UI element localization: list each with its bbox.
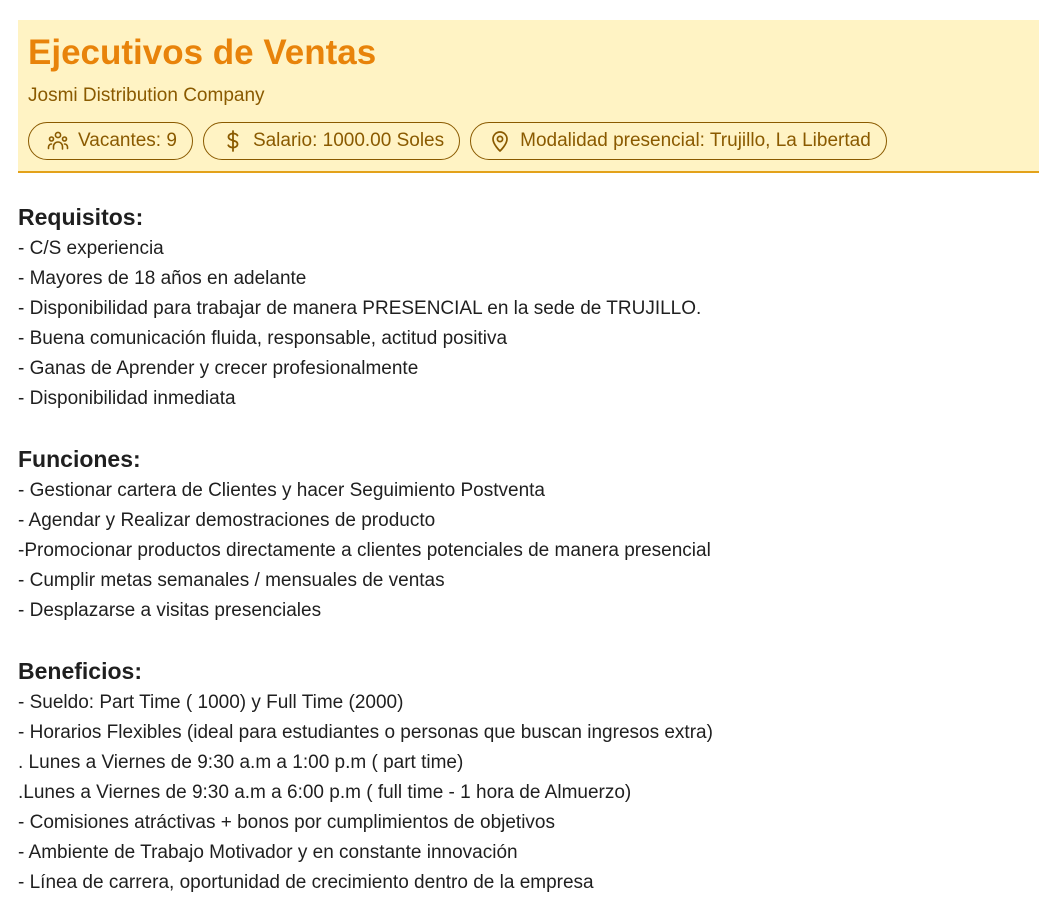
list-item: - Mayores de 18 años en adelante <box>18 268 307 289</box>
list-item: - Agendar y Realizar demostraciones de producto <box>18 510 436 531</box>
funciones-list <box>18 476 1033 626</box>
map-pin-icon <box>488 129 512 153</box>
job-header <box>18 20 1039 173</box>
list-item: - C/S experiencia <box>18 238 164 259</box>
location-chip <box>470 122 887 160</box>
list-item: - Cumplir metas semanales / mensuales de ventas <box>18 570 445 591</box>
list-item: - Ambiente de Trabajo Motivador y en constante innovación <box>18 842 518 863</box>
people-icon <box>46 129 70 153</box>
requisitos-list <box>18 234 1033 414</box>
job-title: Ejecutivos de Ventas <box>28 33 377 72</box>
list-item: - Disponibilidad inmediata <box>18 388 236 409</box>
list-item: - Disponibilidad para trabajar de manera PRESENCIAL en la sede de TRUJILLO. <box>18 298 702 319</box>
list-item: - Comisiones atráctivas + bonos por cumplimientos de objetivos <box>18 812 556 833</box>
location-label: Modalidad presencial: Trujillo, La Libertad <box>520 130 871 151</box>
list-item: - Buena comunicación fluida, responsable, actitud positiva <box>18 328 508 349</box>
beneficios-list <box>18 688 1033 898</box>
list-item: - Horarios Flexibles (ideal para estudiantes o personas que buscan ingresos extra) <box>18 722 713 743</box>
list-item: - Línea de carrera, oportunidad de crecimiento dentro de la empresa <box>18 872 594 893</box>
salary-label: Salario: 1000.00 Soles <box>252 130 445 151</box>
vacancies-label: Vacantes: 9 <box>78 130 177 151</box>
company-name: Josmi Distribution Company <box>28 85 265 106</box>
section-title-funciones: Funciones: <box>18 446 141 472</box>
list-item: - Desplazarse a visitas presenciales <box>18 600 322 621</box>
vacancies-chip <box>28 122 193 160</box>
list-item: . Lunes a Viernes de 9:30 a.m a 1:00 p.m ( part time) <box>18 752 464 773</box>
list-item: - Sueldo: Part Time ( 1000) y Full Time (2000) <box>18 692 404 713</box>
list-item: -Promocionar productos directamente a clientes potenciales de manera presencial <box>18 540 711 561</box>
job-description <box>18 200 1033 898</box>
list-item: - Ganas de Aprender y crecer profesionalmente <box>18 358 419 379</box>
dollar-icon <box>221 129 245 153</box>
section-title-beneficios: Beneficios: <box>18 658 142 684</box>
salary-chip <box>203 122 460 160</box>
list-item: .Lunes a Viernes de 9:30 a.m a 6:00 p.m ( full time - 1 hora de Almuerzo) <box>18 782 632 803</box>
section-title-requisitos: Requisitos: <box>18 204 144 230</box>
list-item: - Gestionar cartera de Clientes y hacer Seguimiento Postventa <box>18 480 545 501</box>
job-chips <box>28 122 887 160</box>
